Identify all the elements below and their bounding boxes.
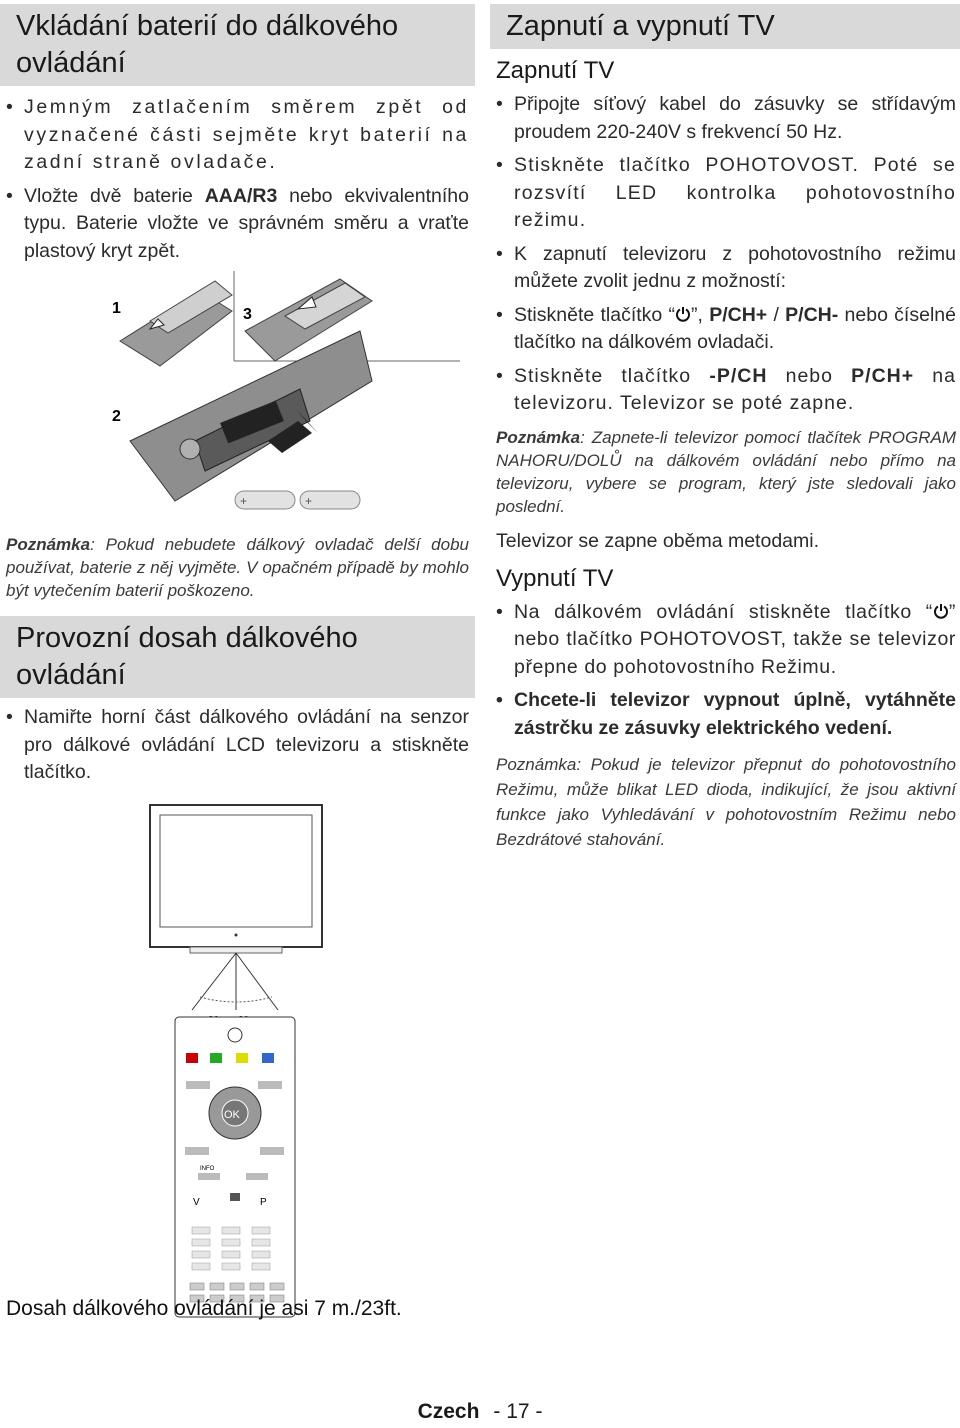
list-item: • Stiskněte tlačítko -P/CH nebo P/CH+ na televizoru. Televizor se poté zapne.: [496, 363, 956, 418]
step-label-1: 1: [112, 300, 121, 317]
subheading-power-on: Zapnutí TV: [496, 57, 615, 84]
remote-range-figure: [0, 795, 475, 1330]
power-on-note: Poznámka: Zapnete-li televizor pomocí tlačítek PROGRAM NAHORU/DOLŮ na dálkovém ovládání nebo přímo na televizoru, vybere se program, který jste sledovali jako poslední.: [496, 427, 956, 516]
heading-range: Provozní dosah dálkového ovládání: [16, 622, 358, 691]
ok-button-label: OK: [224, 1108, 240, 1121]
battery-instructions: [6, 94, 469, 265]
batteries: [235, 491, 360, 509]
heading-power: Zapnutí a vypnutí TV: [506, 10, 775, 42]
page-footer: [0, 1400, 960, 1424]
page-number: - 17 -: [493, 1400, 543, 1423]
section-heading-power: [490, 4, 960, 49]
power-on-summary: Televizor se zapne oběma metodami.: [496, 529, 819, 552]
remote-back-step1: [120, 281, 232, 366]
volume-label: V: [193, 1196, 200, 1208]
remote-illustration: [175, 1017, 295, 1317]
program-label: P: [260, 1196, 267, 1208]
battery-insertion-figure: [0, 271, 475, 521]
step-label-3: 3: [243, 306, 252, 323]
list-item: • Stiskněte tlačítko “ ”, P/CH+ / P/CH- nebo číselné tlačítko na dálkovém ovladači.: [496, 302, 956, 357]
svg-text:+: +: [240, 494, 248, 508]
power-icon: [933, 603, 949, 619]
list-item: • Vložte dvě baterie AAA/R3 nebo ekvivalentního typu. Baterie vložte ve správném směru a vraťte plastový kryt zpět.: [6, 183, 469, 266]
subheading-power-off: Vypnutí TV: [496, 564, 614, 592]
svg-text:+: +: [305, 494, 313, 508]
range-caption: Dosah dálkového ovládání je asi 7 m./23ft.: [6, 1297, 402, 1320]
range-instructions: [6, 704, 469, 787]
list-item: • Připojte síťový kabel do zásuvky se střídavým proudem 220-240V s frekvencí 50 Hz.: [496, 91, 956, 146]
left-column: [0, 0, 475, 1330]
battery-note: Poznámka: Pokud nebudete dálkový ovladač delší dobu používat, baterie z něj vyjměte. V opačném případě by mohlo být vytečením baterií poškozeno.: [6, 535, 469, 600]
step-label-2: 2: [112, 408, 121, 425]
range-lines: [192, 953, 278, 1010]
section-heading-batteries: [0, 4, 475, 86]
power-icon: [675, 306, 691, 322]
heading-batteries: Vkládání baterií do dálkového ovládání: [16, 10, 399, 79]
power-off-steps: [496, 599, 956, 682]
list-item: • Chcete-li televizor vypnout úplně, vytáhněte zástrčku ze zásuvky elektrického vedení.: [496, 687, 956, 742]
tv-illustration: [150, 805, 322, 953]
info-button-label: INFO: [200, 1165, 215, 1172]
power-off-unplug: [496, 687, 956, 742]
right-column: [490, 0, 960, 852]
list-item: • K zapnutí televizoru z pohotovostního režimu můžete zvolit jednu z možností:: [496, 241, 956, 296]
list-item: • Namiřte horní část dálkového ovládání na senzor pro dálkové ovládání LCD televizoru a stiskněte tlačítko.: [6, 704, 469, 787]
section-heading-range: [0, 616, 475, 698]
list-item: • Stiskněte tlačítko POHOTOVOST. Poté se rozsvítí LED kontrolka pohotovostního režimu.: [496, 152, 956, 235]
list-item: • Na dálkovém ovládání stiskněte tlačítko “ ” nebo tlačítko POHOTOVOST, takže se televizor přepne do pohotovostního Režimu.: [496, 599, 956, 682]
power-on-steps: [496, 91, 956, 418]
list-item: • Jemným zatlačením směrem zpět od vyznačené části sejměte kryt baterií na zadní straně ovladače.: [6, 94, 469, 177]
footer-language: Czech: [417, 1400, 480, 1423]
power-off-note: Poznámka: Pokud je televizor přepnut do pohotovostního Režimu, může blikat LED dioda, indikující, že jsou aktivní funkce jako Vyhledávání v pohotovostním Režimu nebo Bezdrátové stahování.: [496, 755, 956, 849]
